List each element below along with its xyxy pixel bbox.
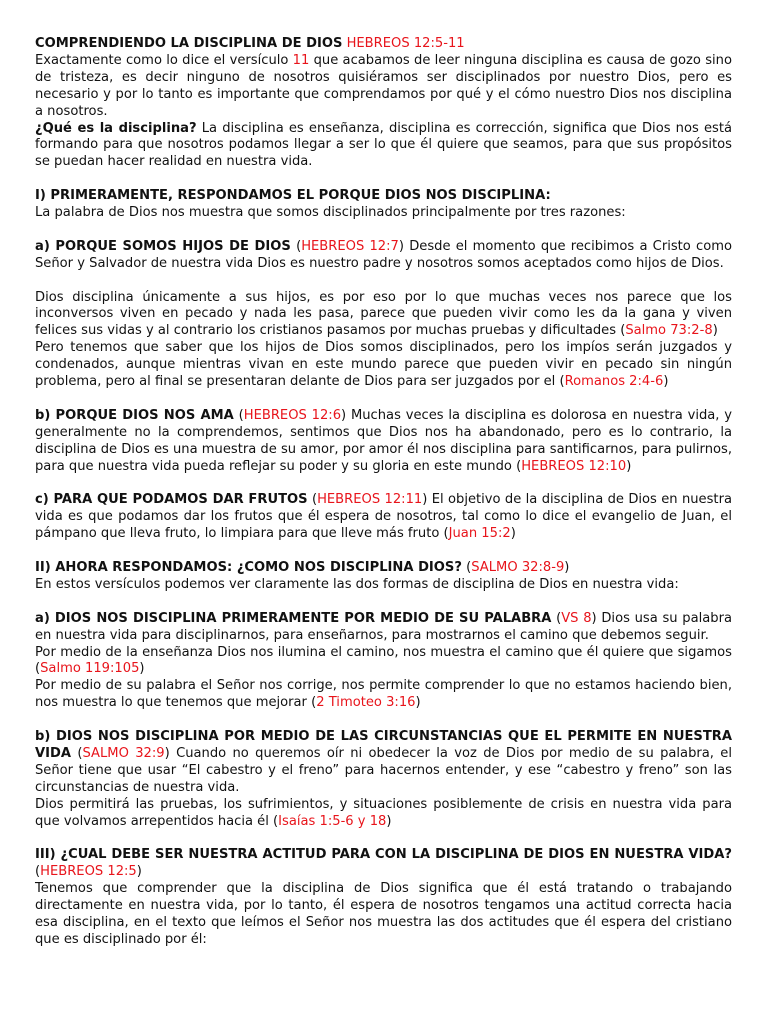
heading-text: b) PORQUE DIOS NOS AMA <box>35 407 234 423</box>
body-text: que acabamos de leer ninguna disciplina es causa de gozo sino de tristeza, es decir ninguno de nosotros quisiéramos ser disciplinados por nuestro Dios, pero es necesario y por lo tanto es importante que comprendamos por qué y el cómo nuestro Dios nos disciplina a nosotros. <box>35 52 732 119</box>
heading-text: I) PRIMERAMENTE, RESPONDAMOS EL PORQUE DIOS NOS DISCIPLINA: <box>35 188 551 204</box>
bible-reference: 11 <box>292 52 310 68</box>
document-page <box>35 36 732 949</box>
paragraph <box>35 797 732 831</box>
body-text: ) <box>712 323 718 339</box>
paragraph <box>35 340 732 391</box>
body-text: ) <box>139 661 145 677</box>
blank-line <box>35 543 732 560</box>
body-text: En estos versículos podemos ver claramente las dos formas de disciplina de Dios en nuestra vida: <box>35 576 679 592</box>
paragraph <box>35 492 732 543</box>
bible-reference: Salmo 73:2-8 <box>625 323 713 339</box>
blank-line <box>35 712 732 729</box>
bible-reference: Salmo 119:105 <box>40 661 140 677</box>
body-text: ) <box>136 864 142 880</box>
body-text: Dios disciplina únicamente a sus hijos, es por eso por lo que muchas veces nos parece que los inconversos viven en pecado y nada les pasa, parece que pueden vivir como les da la gana y viven felices sus vidas y al contrario los cristianos pasamos por muchas pruebas y dificultades ( <box>35 289 732 339</box>
paragraph <box>35 53 732 121</box>
body-text: Pero tenemos que saber que los hijos de Dios somos disciplinados, pero los impíos serán juzgados y condenados, aunque mientras vivan en este mundo parece que pueden vivir en pecado sin ningún problema, pero al final se presentaran delante de Dios para ser juzgados por el ( <box>35 340 732 390</box>
paragraph <box>35 121 732 172</box>
bible-reference: Juan 15:2 <box>448 526 511 542</box>
bible-reference: VS 8 <box>561 610 592 626</box>
paragraph <box>35 36 732 53</box>
body-text: ( <box>461 560 472 575</box>
paragraph <box>35 881 732 949</box>
bible-reference: HEBREOS 12:10 <box>521 458 627 474</box>
bible-reference: HEBREOS 12:6 <box>243 407 342 423</box>
heading-text: III) ¿CUAL DEBE SER NUESTRA ACTITUD PARA CON LA DISCIPLINA DE DIOS EN NUESTRA VIDA? <box>35 847 732 863</box>
paragraph <box>35 188 732 205</box>
body-text: Por medio de la enseñanza Dios nos ilumina el camino, nos muestra el camino que él quiere que sigamos ( <box>35 644 732 677</box>
bible-reference: Romanos 2:4-6 <box>564 374 664 390</box>
body-text: Tenemos que comprender que la disciplina de Dios significa que él está tratando o trabajando directamente en nuestra vida, por lo tanto, él espera de nosotros tengamos una actitud correcta hacia esa disciplina, en el texto que leímos el Señor nos muestra las dos actitudes que él espera del cristiano que es disciplinado por él: <box>35 881 732 947</box>
bible-reference: HEBREOS 12:5 <box>40 864 137 880</box>
body-text: ) <box>415 695 421 711</box>
heading-text: II) AHORA RESPONDAMOS: ¿COMO NOS DISCIPLINA DIOS? <box>35 560 462 575</box>
body-text: ) <box>626 458 632 474</box>
heading-text: a) PORQUE SOMOS HIJOS DE DIOS <box>35 238 291 254</box>
body-text: ) <box>510 526 516 542</box>
bible-reference: SALMO 32:9 <box>82 745 165 761</box>
body-text: ( <box>551 610 562 626</box>
body-text: ) Cuando no queremos oír ni obedecer la voz de Dios por medio de su palabra, el Señor tiene que usar “El cabestro y el freno” para hacernos entender, y ese “cabestro y freno” son las circunstancias de nuestra vida. <box>35 745 732 795</box>
blank-line <box>35 273 732 290</box>
body-text: ( <box>290 238 302 254</box>
paragraph <box>35 408 732 476</box>
body-text: ) Dios usa su palabra en nuestra vida para disciplinarnos, para enseñarnos, para mostrarnos el camino que debemos seguir. <box>35 610 732 643</box>
bible-reference: HEBREOS 12:7 <box>301 238 399 254</box>
bible-reference: Isaías 1:5-6 y 18 <box>278 813 387 829</box>
body-text: Dios permitirá las pruebas, los sufrimientos, y situaciones posiblemente de crisis en nuestra vida para que volvamos arrepentidos hacia él ( <box>35 796 732 829</box>
paragraph <box>35 729 732 797</box>
body-text: La palabra de Dios nos muestra que somos disciplinados principalmente por tres razones: <box>35 205 626 221</box>
paragraph <box>35 847 732 881</box>
paragraph <box>35 577 732 594</box>
heading-text: a) DIOS NOS DISCIPLINA PRIMERAMENTE POR MEDIO DE SU PALABRA <box>35 610 552 626</box>
body-text: ( <box>233 407 244 423</box>
blank-line <box>35 476 732 493</box>
blank-line <box>35 171 732 188</box>
body-text: Por medio de su palabra el Señor nos corrige, nos permite comprender lo que no estamos haciendo bien, nos muestra lo que tenemos que mejorar ( <box>35 678 732 711</box>
body-text: ) Desde el momento que recibimos a Cristo como Señor y Salvador de nuestra vida Dios es nuestro padre y nosotros somos aceptados como hijos de Dios. <box>35 238 732 271</box>
body-text: ( <box>71 745 83 761</box>
body-text: ) El objetivo de la disciplina de Dios en nuestra vida es que podamos dar los frutos que él espera de nosotros, tal como lo dice el evangelio de Juan, el pámpano que lleva fruto, lo limpiara para que lleve más fruto ( <box>35 492 732 542</box>
body-text: ( <box>307 492 318 508</box>
heading-text: b) DIOS NOS DISCIPLINA POR MEDIO DE LAS CIRCUNSTANCIAS QUE EL PERMITE EN NUESTRA VIDA <box>35 729 732 761</box>
paragraph <box>35 678 732 712</box>
bible-reference: SALMO 32:8-9 <box>471 560 565 575</box>
body-text: ) <box>564 560 570 575</box>
bible-reference: HEBREOS 12:11 <box>317 492 423 508</box>
body-text: Exactamente como lo dice el versículo <box>35 52 293 68</box>
body-text: ) <box>663 374 669 390</box>
paragraph <box>35 611 732 645</box>
blank-line <box>35 594 732 611</box>
paragraph <box>35 205 732 222</box>
paragraph <box>35 560 732 577</box>
paragraph <box>35 645 732 679</box>
body-text: La disciplina es enseñanza, disciplina es corrección, significa que Dios nos está formando para que nosotros podamos llegar a ser lo que él quiere que seamos, para que sus propósitos se puedan hacer realidad en nuestra vida. <box>35 120 732 170</box>
blank-line <box>35 830 732 847</box>
paragraph <box>35 239 732 273</box>
blank-line <box>35 391 732 408</box>
body-text: ( <box>35 864 41 880</box>
blank-line <box>35 222 732 239</box>
heading-text: ¿Qué es la disciplina? <box>35 120 197 136</box>
body-text: ) Muchas veces la disciplina es dolorosa en nuestra vida, y generalmente no la comprendemos, sentimos que Dios nos ha abandonado, pero es lo contrario, la disciplina de Dios es una muestra de su amor, por amor él nos disciplina para santificarnos, para pulirnos, para que nuestra vida pueda reflejar su poder y su gloria en este mundo ( <box>35 407 733 474</box>
body-text: ) <box>386 813 392 829</box>
bible-reference: HEBREOS 12:5-11 <box>346 36 465 51</box>
heading-text: c) PARA QUE PODAMOS DAR FRUTOS <box>35 492 308 508</box>
bible-reference: 2 Timoteo 3:16 <box>316 695 416 711</box>
paragraph <box>35 290 732 341</box>
heading-text: COMPRENDIENDO LA DISCIPLINA DE DIOS <box>35 36 343 51</box>
